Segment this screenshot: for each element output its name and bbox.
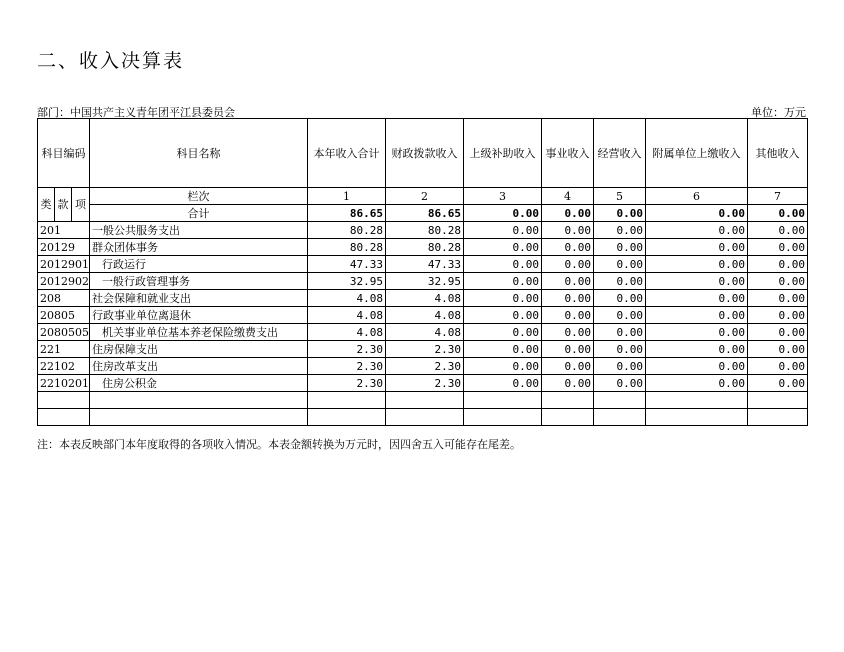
- value-cell: 0.00: [646, 324, 748, 341]
- subject-code: 20129: [38, 239, 90, 256]
- value-cell: 0.00: [542, 222, 594, 239]
- table-row: [38, 290, 808, 307]
- value-cell: 0.00: [542, 375, 594, 392]
- value-cell: 0.00: [464, 273, 542, 290]
- value-cell: 0.00: [542, 307, 594, 324]
- subject-code: 208: [38, 290, 90, 307]
- value-cell: 4.08: [386, 307, 464, 324]
- empty-cell: [542, 409, 594, 426]
- col-number: 7: [748, 188, 808, 205]
- value-cell: 0.00: [594, 273, 646, 290]
- value-cell: 2.30: [308, 341, 386, 358]
- value-cell: 2.30: [308, 375, 386, 392]
- value-cell: 0.00: [748, 273, 808, 290]
- value-cell: 2.30: [386, 358, 464, 375]
- value-cell: 0.00: [464, 307, 542, 324]
- value-cell: 0.00: [748, 341, 808, 358]
- empty-cell: [464, 392, 542, 409]
- value-cell: 32.95: [308, 273, 386, 290]
- value-cell: 0.00: [542, 273, 594, 290]
- value-cell: 2.30: [308, 358, 386, 375]
- value-cell: 0.00: [464, 375, 542, 392]
- value-cell: 0.00: [646, 375, 748, 392]
- header-kuan: 款: [55, 188, 72, 222]
- value-cell: 0.00: [646, 307, 748, 324]
- col-number: 2: [386, 188, 464, 205]
- value-cell: 0.00: [594, 358, 646, 375]
- header-code: 科目编码: [38, 119, 90, 188]
- value-cell: 0.00: [542, 290, 594, 307]
- subject-code: 2080505: [38, 324, 90, 341]
- empty-row: [38, 409, 808, 426]
- total-label: 合计: [90, 205, 308, 222]
- header-col-7: 其他收入: [748, 119, 808, 188]
- footnote: 注：本表反映部门本年度取得的各项收入情况。本表金额转换为万元时，因四舍五入可能存在尾差。: [37, 438, 521, 451]
- value-cell: 0.00: [542, 239, 594, 256]
- value-cell: 32.95: [386, 273, 464, 290]
- value-cell: 0.00: [748, 324, 808, 341]
- value-cell: 0.00: [594, 222, 646, 239]
- empty-cell: [542, 392, 594, 409]
- total-cell: 0.00: [542, 205, 594, 222]
- subject-name: 住房改革支出: [90, 358, 308, 375]
- subject-name: 行政运行: [90, 256, 308, 273]
- subject-code: 201: [38, 222, 90, 239]
- value-cell: 4.08: [386, 324, 464, 341]
- empty-cell: [90, 409, 308, 426]
- col-number: 4: [542, 188, 594, 205]
- value-cell: 47.33: [308, 256, 386, 273]
- subject-code: 2210201: [38, 375, 90, 392]
- header-col-4: 事业收入: [542, 119, 594, 188]
- value-cell: 0.00: [594, 256, 646, 273]
- col-number: 5: [594, 188, 646, 205]
- value-cell: 0.00: [748, 239, 808, 256]
- value-cell: 4.08: [308, 324, 386, 341]
- value-cell: 4.08: [308, 290, 386, 307]
- col-number: 3: [464, 188, 542, 205]
- value-cell: 0.00: [594, 375, 646, 392]
- value-cell: 0.00: [594, 239, 646, 256]
- empty-cell: [90, 392, 308, 409]
- header-xiang: 项: [72, 188, 90, 222]
- value-cell: 80.28: [386, 222, 464, 239]
- table-row: [38, 307, 808, 324]
- total-cell: 0.00: [748, 205, 808, 222]
- value-cell: 4.08: [308, 307, 386, 324]
- empty-cell: [464, 409, 542, 426]
- table-row: [38, 222, 808, 239]
- empty-cell: [748, 392, 808, 409]
- value-cell: 80.28: [308, 222, 386, 239]
- value-cell: 4.08: [386, 290, 464, 307]
- table-row: [38, 375, 808, 392]
- value-cell: 0.00: [748, 290, 808, 307]
- value-cell: 47.33: [386, 256, 464, 273]
- value-cell: 0.00: [646, 358, 748, 375]
- empty-cell: [646, 392, 748, 409]
- subject-code: 221: [38, 341, 90, 358]
- value-cell: 0.00: [542, 358, 594, 375]
- header-row: [38, 119, 808, 188]
- lanci-row: [38, 188, 808, 205]
- total-cell: 0.00: [594, 205, 646, 222]
- table-row: [38, 256, 808, 273]
- subject-name: 住房保障支出: [90, 341, 308, 358]
- header-name: 科目名称: [90, 119, 308, 188]
- table-row: [38, 273, 808, 290]
- value-cell: 0.00: [594, 290, 646, 307]
- value-cell: 0.00: [748, 358, 808, 375]
- value-cell: 2.30: [386, 375, 464, 392]
- value-cell: 0.00: [748, 375, 808, 392]
- value-cell: 0.00: [594, 341, 646, 358]
- page-title: 二、收入决算表: [37, 50, 185, 72]
- table-row: [38, 341, 808, 358]
- empty-cell: [308, 392, 386, 409]
- subject-code: 20805: [38, 307, 90, 324]
- header-col-1: 本年收入合计: [308, 119, 386, 188]
- value-cell: 0.00: [646, 256, 748, 273]
- value-cell: 2.30: [386, 341, 464, 358]
- value-cell: 0.00: [748, 256, 808, 273]
- empty-cell: [386, 409, 464, 426]
- value-cell: 0.00: [464, 324, 542, 341]
- col-number: 1: [308, 188, 386, 205]
- value-cell: 0.00: [748, 307, 808, 324]
- header-col-6: 附属单位上缴收入: [646, 119, 748, 188]
- empty-cell: [38, 392, 90, 409]
- subject-code: 2012901: [38, 256, 90, 273]
- header-col-3: 上级补助收入: [464, 119, 542, 188]
- value-cell: 0.00: [646, 290, 748, 307]
- header-lei: 类: [38, 188, 55, 222]
- empty-cell: [748, 409, 808, 426]
- value-cell: 0.00: [594, 324, 646, 341]
- value-cell: 0.00: [646, 222, 748, 239]
- unit-label: 单位：万元: [751, 106, 806, 119]
- value-cell: 0.00: [464, 341, 542, 358]
- value-cell: 0.00: [464, 256, 542, 273]
- value-cell: 0.00: [464, 290, 542, 307]
- value-cell: 0.00: [646, 341, 748, 358]
- subject-code: 22102: [38, 358, 90, 375]
- subject-name: 一般公共服务支出: [90, 222, 308, 239]
- value-cell: 0.00: [646, 273, 748, 290]
- value-cell: 0.00: [542, 256, 594, 273]
- table-row: [38, 324, 808, 341]
- subject-name: 机关事业单位基本养老保险缴费支出: [90, 324, 308, 341]
- empty-cell: [646, 409, 748, 426]
- table-row: [38, 239, 808, 256]
- value-cell: 0.00: [542, 341, 594, 358]
- lanci-label: 栏次: [90, 188, 308, 205]
- value-cell: 0.00: [542, 324, 594, 341]
- value-cell: 0.00: [594, 307, 646, 324]
- total-cell: 86.65: [308, 205, 386, 222]
- value-cell: 0.00: [748, 222, 808, 239]
- subject-code: 2012902: [38, 273, 90, 290]
- value-cell: 0.00: [464, 222, 542, 239]
- total-row: [38, 205, 808, 222]
- subject-name: 社会保障和就业支出: [90, 290, 308, 307]
- value-cell: 0.00: [646, 239, 748, 256]
- total-cell: 86.65: [386, 205, 464, 222]
- subject-name: 住房公积金: [90, 375, 308, 392]
- header-col-2: 财政拨款收入: [386, 119, 464, 188]
- col-number: 6: [646, 188, 748, 205]
- empty-cell: [38, 409, 90, 426]
- value-cell: 80.28: [386, 239, 464, 256]
- table-row: [38, 358, 808, 375]
- empty-cell: [594, 392, 646, 409]
- empty-cell: [594, 409, 646, 426]
- income-table: [37, 118, 808, 426]
- subject-name: 一般行政管理事务: [90, 273, 308, 290]
- empty-cell: [386, 392, 464, 409]
- total-cell: 0.00: [646, 205, 748, 222]
- value-cell: 0.00: [464, 239, 542, 256]
- total-cell: 0.00: [464, 205, 542, 222]
- header-col-5: 经营收入: [594, 119, 646, 188]
- empty-cell: [308, 409, 386, 426]
- department-label: 部门：中国共产主义青年团平江县委员会: [37, 106, 235, 119]
- subject-name: 群众团体事务: [90, 239, 308, 256]
- empty-row: [38, 392, 808, 409]
- value-cell: 0.00: [464, 358, 542, 375]
- value-cell: 80.28: [308, 239, 386, 256]
- subject-name: 行政事业单位离退休: [90, 307, 308, 324]
